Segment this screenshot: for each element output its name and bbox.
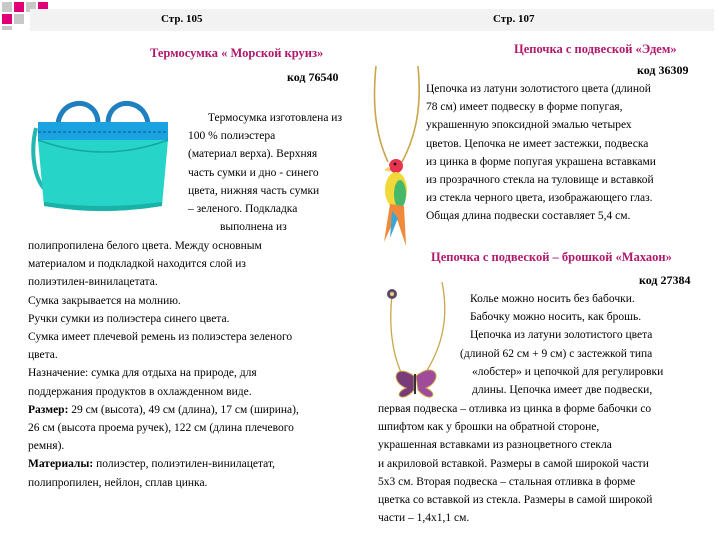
eden-line: из стекла черного цвета, изображающего глаз. xyxy=(426,192,653,205)
size-line xyxy=(28,401,348,419)
bag-body xyxy=(28,237,348,492)
body-line: полиэтилен-винилацетата. xyxy=(28,276,158,289)
eden-line: Цепочка из латуни золотистого цвета (длиной xyxy=(426,83,651,95)
body-line: полипропилена белого цвета. Между основным xyxy=(28,240,262,252)
eden-line: Общая длина подвески составляет 5,4 см. xyxy=(426,210,631,223)
materials-text: полиэстер, полиэтилен-винилацетат, xyxy=(93,458,275,471)
body-line: Назначение: сумка для отдыха на природе, для xyxy=(28,367,257,380)
makhaon-line: части – 1,4х1,1 см. xyxy=(378,512,470,525)
eden-line: украшенную эпоксидной эмалью четырех xyxy=(426,119,632,132)
eden-title: Цепочка с подвеской «Эдем» xyxy=(514,42,677,56)
makhaon-line: Колье можно носить без бабочки. xyxy=(470,293,635,305)
materials-label: Материалы: xyxy=(28,458,94,471)
size-line: 26 см (высота проема ручек), 122 см (длина плечевого xyxy=(28,422,294,435)
left-page-number: Стр. 105 xyxy=(161,13,203,25)
intro-line: часть сумки и дно - синего xyxy=(188,166,319,179)
makhaon-title: Цепочка с подвеской – брошкой «Махаон» xyxy=(431,250,672,264)
eden-line: 78 см) имеет подвеску в форме попугая, xyxy=(426,101,623,114)
makhaon-line: (длиной 62 см + 9 см) с застежкой типа xyxy=(460,347,653,360)
eden-description xyxy=(426,80,716,226)
intro-line: Термосумка изготовлена из xyxy=(207,112,342,124)
size-text: 29 см (высота), 49 см (длина), 17 см (ширина), xyxy=(68,403,299,416)
makhaon-code: код 27384 xyxy=(639,273,691,287)
intro-line: 100 % полиэстера xyxy=(188,130,276,143)
parrot-necklace-image xyxy=(362,66,432,252)
makhaon-line: Бабочку можно носить, как брошь. xyxy=(470,311,642,324)
header-bar xyxy=(30,9,714,31)
body-line: Сумка закрывается на молнию. xyxy=(28,294,181,307)
bag-title: Термосумка « Морской круиз» xyxy=(150,46,324,60)
intro-line: – зеленого. Подкладка xyxy=(188,203,298,216)
body-line: цвета. xyxy=(28,349,58,362)
intro-line: выполнена из xyxy=(220,221,287,234)
intro-line: (материал верха). Верхняя xyxy=(188,148,318,161)
materials-line xyxy=(28,455,348,473)
makhaon-line: «лобстер» и цепочкой для регулировки xyxy=(472,365,664,378)
teal-bag-image xyxy=(28,92,178,217)
makhaon-line: 5х3 см. Вторая подвеска – стальная отливка в форме xyxy=(378,475,636,488)
body-line: поддержания продуктов в охлажденном виде. xyxy=(28,385,252,398)
makhaon-line: длины. Цепочка имеет две подвески, xyxy=(472,384,653,397)
right-page-number: Стр. 107 xyxy=(493,13,535,25)
makhaon-description-top xyxy=(456,290,716,399)
bag-intro xyxy=(170,109,342,236)
eden-line: цветов. Цепочка не имеет застежки, подвеска xyxy=(426,137,649,150)
makhaon-line: Цепочка из латуни золотистого цвета xyxy=(470,329,653,342)
makhaon-line: украшенная вставками из разноцветного стекла xyxy=(378,439,612,452)
size-label: Размер: xyxy=(28,403,69,416)
butterfly-necklace-image xyxy=(380,282,456,402)
size-line: ремня). xyxy=(28,440,65,453)
eden-code: код 36309 xyxy=(637,63,689,77)
eden-line: из цинка в форме попугая украшена вставками xyxy=(426,155,656,168)
bag-code: код 76540 xyxy=(287,70,339,84)
body-line: материалом и подкладкой находится слой из xyxy=(28,258,246,271)
makhaon-line: цветка со вставкой из стекла. Размеры в самой широкой xyxy=(378,494,653,507)
materials-line: полипропилен, нейлон, сплав цинка. xyxy=(28,476,208,489)
eden-line: из прозрачного стекла на туловище и вставкой xyxy=(426,174,654,187)
makhaon-description-bottom xyxy=(378,400,716,527)
body-line: Ручки сумки из полиэстера синего цвета. xyxy=(28,312,230,325)
makhaon-line: первая подвеска – отливка из цинка в форме бабочки со xyxy=(378,403,652,415)
intro-line: цвета, нижняя часть сумки xyxy=(188,184,320,197)
body-line: Сумка имеет плечевой ремень из полиэстера зеленого xyxy=(28,331,293,344)
makhaon-line: шпифтом как у брошки на обратной стороне, xyxy=(378,421,600,434)
makhaon-line: и акриловой вставкой. Размеры в самой широкой части xyxy=(378,457,649,470)
